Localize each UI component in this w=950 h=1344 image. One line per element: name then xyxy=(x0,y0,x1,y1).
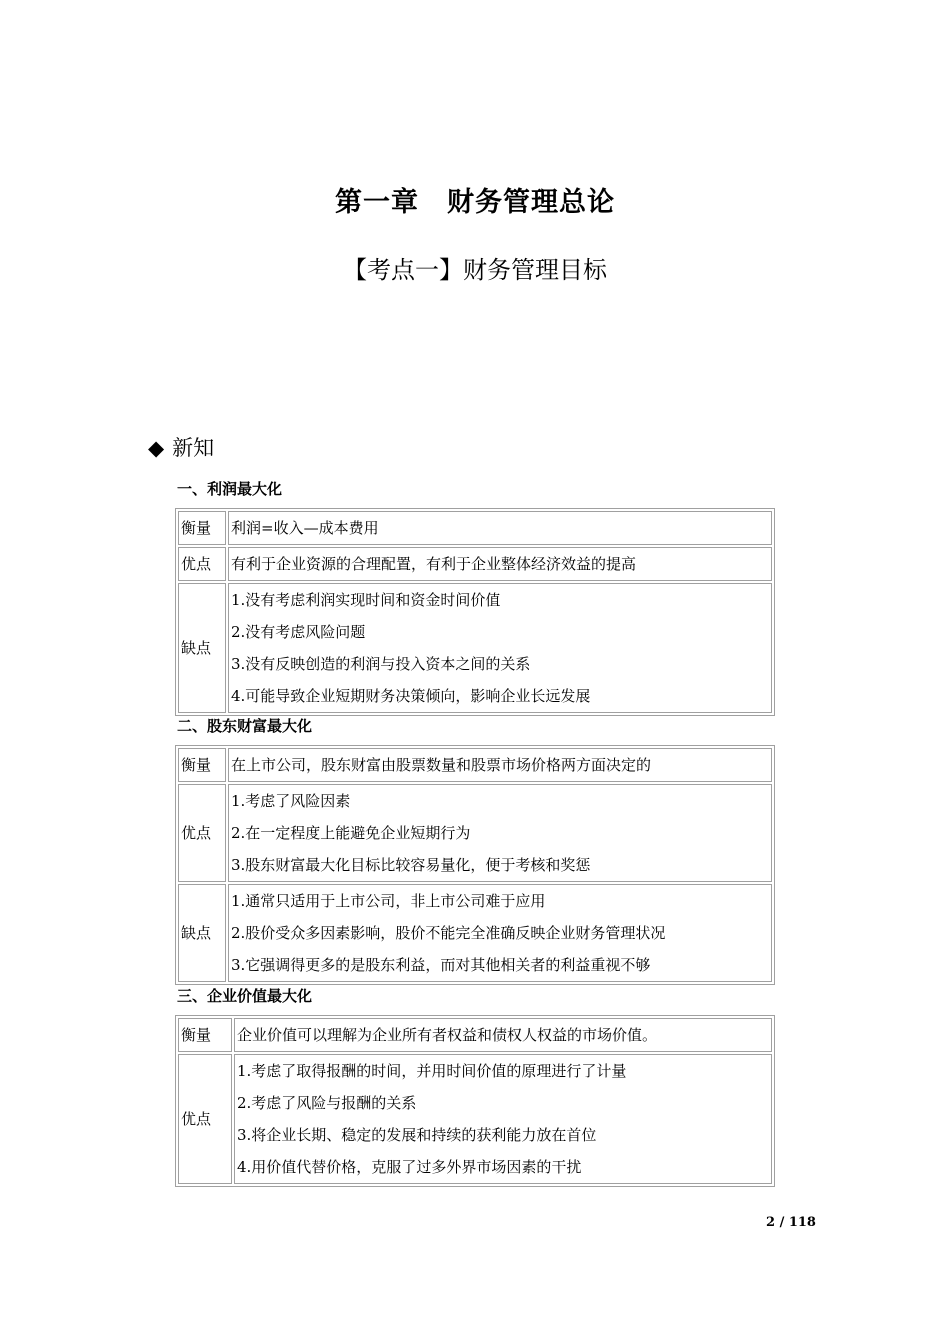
list-item: 3.将企业长期、稳定的发展和持续的获利能力放在首位 xyxy=(237,1126,597,1144)
point-title: 【考点一】财务管理目标 xyxy=(343,256,607,284)
shareholder-measure-label: 衡量 xyxy=(178,748,226,782)
table-row xyxy=(178,784,772,882)
shareholder-pros-label: 优点 xyxy=(178,784,226,882)
table-row xyxy=(178,1054,772,1184)
table-row xyxy=(178,547,772,581)
list-item: 3.股东财富最大化目标比较容易量化，便于考核和奖惩 xyxy=(231,856,591,874)
profit-cons-label: 缺点 xyxy=(178,583,226,713)
list-item: 2.在一定程度上能避免企业短期行为 xyxy=(231,824,471,842)
table-row xyxy=(178,884,772,982)
enterprise-pros-label: 优点 xyxy=(178,1054,232,1184)
profit-heading: 一、利润最大化 xyxy=(177,480,283,498)
section-heading xyxy=(148,432,214,462)
shareholder-cons-label: 缺点 xyxy=(178,884,226,982)
profit-measure-label: 衡量 xyxy=(178,511,226,545)
profit-pros: 有利于企业资源的合理配置，有利于企业整体经济效益的提高 xyxy=(228,547,772,581)
page-number: 2 / 118 xyxy=(766,1215,816,1230)
section-title: 新知 xyxy=(172,436,215,460)
table-row xyxy=(178,1018,772,1052)
profit-measure: 利润=收入—成本费用 xyxy=(228,511,772,545)
table-row xyxy=(178,748,772,782)
diamond-bullet-icon: ◆ xyxy=(148,436,165,460)
enterprise-measure: 企业价值可以理解为企业所有者权益和债权人权益的市场价值。 xyxy=(234,1018,772,1052)
list-item: 1.考虑了风险因素 xyxy=(231,792,351,810)
shareholder-measure: 在上市公司，股东财富由股票数量和股票市场价格两方面决定的 xyxy=(228,748,772,782)
list-item: 2.股价受众多因素影响，股价不能完全准确反映企业财务管理状况 xyxy=(231,924,666,942)
shareholder-heading: 二、股东财富最大化 xyxy=(177,717,313,735)
list-item: 4.可能导致企业短期财务决策倾向，影响企业长远发展 xyxy=(231,687,591,705)
profit-table xyxy=(175,508,775,716)
profit-pros-label: 优点 xyxy=(178,547,226,581)
profit-cons-cell xyxy=(228,583,772,713)
enterprise-table xyxy=(175,1015,775,1187)
list-item: 1.通常只适用于上市公司，非上市公司难于应用 xyxy=(231,892,546,910)
shareholder-cons-cell xyxy=(228,884,772,982)
list-item: 1.考虑了取得报酬的时间，并用时间价值的原理进行了计量 xyxy=(237,1062,627,1080)
table-row xyxy=(178,511,772,545)
list-item: 1.没有考虑利润实现时间和资金时间价值 xyxy=(231,591,501,609)
shareholder-pros-cell xyxy=(228,784,772,882)
chapter-title: 第一章 财务管理总论 xyxy=(335,187,615,218)
enterprise-pros-cell xyxy=(234,1054,772,1184)
list-item: 2.没有考虑风险问题 xyxy=(231,623,366,641)
table-row xyxy=(178,583,772,713)
list-item: 4.用价值代替价格，克服了过多外界市场因素的干扰 xyxy=(237,1158,582,1176)
enterprise-measure-label: 衡量 xyxy=(178,1018,232,1052)
list-item: 3.它强调得更多的是股东利益，而对其他相关者的利益重视不够 xyxy=(231,956,651,974)
list-item: 3.没有反映创造的利润与投入资本之间的关系 xyxy=(231,655,531,673)
enterprise-heading: 三、企业价值最大化 xyxy=(177,987,313,1005)
list-item: 2.考虑了风险与报酬的关系 xyxy=(237,1094,417,1112)
shareholder-table xyxy=(175,745,775,985)
